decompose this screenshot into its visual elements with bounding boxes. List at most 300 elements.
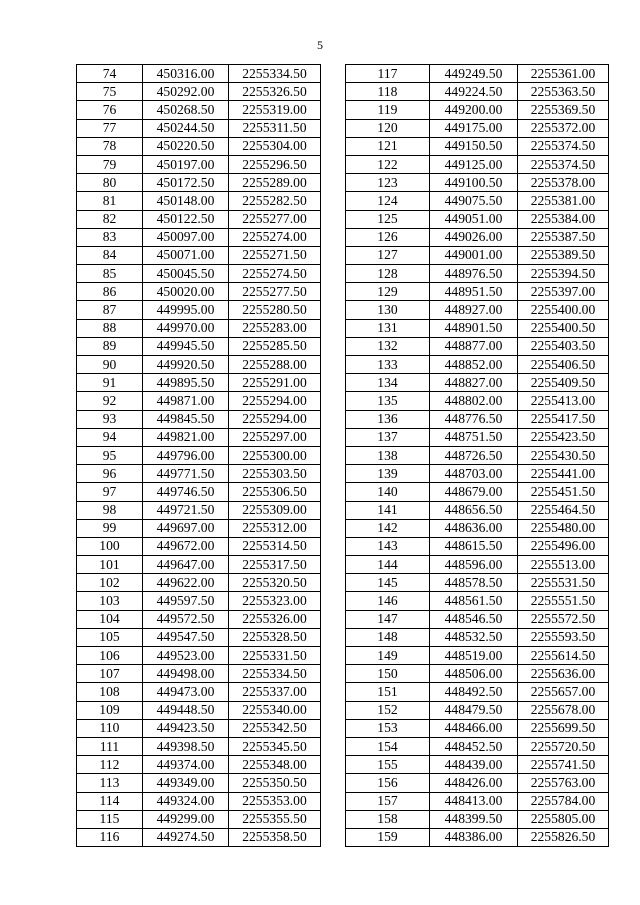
y-coordinate-cell: 2255593.50 (518, 628, 609, 646)
x-coordinate-cell: 450020.00 (143, 283, 229, 301)
table-row (77, 101, 321, 119)
y-coordinate-cell: 2255282.50 (229, 192, 321, 210)
table-row (77, 283, 321, 301)
x-coordinate-cell: 449423.50 (143, 719, 229, 737)
table-row (346, 756, 609, 774)
y-coordinate-cell: 2255291.00 (229, 374, 321, 392)
y-coordinate-cell: 2255369.50 (518, 101, 609, 119)
point-number-cell: 100 (77, 537, 143, 555)
y-coordinate-cell: 2255480.00 (518, 519, 609, 537)
x-coordinate-cell: 448492.50 (430, 683, 518, 701)
table-row (346, 774, 609, 792)
y-coordinate-cell: 2255285.50 (229, 337, 321, 355)
table-row (77, 301, 321, 319)
point-number-cell: 98 (77, 501, 143, 519)
y-coordinate-cell: 2255678.00 (518, 701, 609, 719)
point-number-cell: 95 (77, 446, 143, 464)
x-coordinate-cell: 450292.00 (143, 83, 229, 101)
x-coordinate-cell: 449672.00 (143, 537, 229, 555)
point-number-cell: 81 (77, 192, 143, 210)
point-number-cell: 129 (346, 283, 430, 301)
point-number-cell: 102 (77, 574, 143, 592)
x-coordinate-cell: 448578.50 (430, 574, 518, 592)
x-coordinate-cell: 449697.00 (143, 519, 229, 537)
y-coordinate-cell: 2255280.50 (229, 301, 321, 319)
table-row (77, 155, 321, 173)
y-coordinate-cell: 2255289.00 (229, 174, 321, 192)
point-number-cell: 124 (346, 192, 430, 210)
y-coordinate-cell: 2255303.50 (229, 465, 321, 483)
table-row (77, 446, 321, 464)
x-coordinate-cell: 448479.50 (430, 701, 518, 719)
point-number-cell: 117 (346, 65, 430, 83)
y-coordinate-cell: 2255350.50 (229, 774, 321, 792)
table-row (77, 356, 321, 374)
table-row (346, 374, 609, 392)
y-coordinate-cell: 2255337.00 (229, 683, 321, 701)
x-coordinate-cell: 450220.50 (143, 137, 229, 155)
point-number-cell: 147 (346, 610, 430, 628)
y-coordinate-cell: 2255400.00 (518, 301, 609, 319)
table-row (77, 628, 321, 646)
table-row (346, 647, 609, 665)
point-number-cell: 125 (346, 210, 430, 228)
y-coordinate-cell: 2255430.50 (518, 446, 609, 464)
point-number-cell: 159 (346, 828, 430, 846)
y-coordinate-cell: 2255348.00 (229, 756, 321, 774)
point-number-cell: 133 (346, 356, 430, 374)
table-row (346, 101, 609, 119)
y-coordinate-cell: 2255496.00 (518, 537, 609, 555)
point-number-cell: 157 (346, 792, 430, 810)
coordinates-table-left (76, 64, 321, 847)
x-coordinate-cell: 448506.00 (430, 665, 518, 683)
table-row (346, 828, 609, 846)
x-coordinate-cell: 449622.00 (143, 574, 229, 592)
point-number-cell: 158 (346, 810, 430, 828)
x-coordinate-cell: 448656.50 (430, 501, 518, 519)
y-coordinate-cell: 2255384.00 (518, 210, 609, 228)
x-coordinate-cell: 448426.00 (430, 774, 518, 792)
point-number-cell: 119 (346, 101, 430, 119)
table-row (77, 319, 321, 337)
y-coordinate-cell: 2255277.50 (229, 283, 321, 301)
y-coordinate-cell: 2255271.50 (229, 246, 321, 264)
point-number-cell: 118 (346, 83, 430, 101)
x-coordinate-cell: 450172.50 (143, 174, 229, 192)
x-coordinate-cell: 448466.00 (430, 719, 518, 737)
y-coordinate-cell: 2255353.00 (229, 792, 321, 810)
point-number-cell: 99 (77, 519, 143, 537)
point-number-cell: 106 (77, 647, 143, 665)
point-number-cell: 138 (346, 446, 430, 464)
x-coordinate-cell: 449796.00 (143, 446, 229, 464)
x-coordinate-cell: 449398.50 (143, 737, 229, 755)
y-coordinate-cell: 2255374.50 (518, 155, 609, 173)
x-coordinate-cell: 448596.00 (430, 556, 518, 574)
x-coordinate-cell: 448802.00 (430, 392, 518, 410)
y-coordinate-cell: 2255464.50 (518, 501, 609, 519)
x-coordinate-cell: 448636.00 (430, 519, 518, 537)
y-coordinate-cell: 2255387.50 (518, 228, 609, 246)
table-row (77, 265, 321, 283)
point-number-cell: 77 (77, 119, 143, 137)
table-row (346, 83, 609, 101)
y-coordinate-cell: 2255409.50 (518, 374, 609, 392)
table-row (346, 356, 609, 374)
point-number-cell: 87 (77, 301, 143, 319)
y-coordinate-cell: 2255531.50 (518, 574, 609, 592)
y-coordinate-cell: 2255294.00 (229, 410, 321, 428)
y-coordinate-cell: 2255805.00 (518, 810, 609, 828)
table-row (77, 428, 321, 446)
x-coordinate-cell: 449647.00 (143, 556, 229, 574)
x-coordinate-cell: 449995.00 (143, 301, 229, 319)
point-number-cell: 101 (77, 556, 143, 574)
y-coordinate-cell: 2255294.00 (229, 392, 321, 410)
y-coordinate-cell: 2255355.50 (229, 810, 321, 828)
table-row (77, 537, 321, 555)
x-coordinate-cell: 449324.00 (143, 792, 229, 810)
x-coordinate-cell: 448976.50 (430, 265, 518, 283)
point-number-cell: 142 (346, 519, 430, 537)
x-coordinate-cell: 449845.50 (143, 410, 229, 428)
x-coordinate-cell: 449224.50 (430, 83, 518, 101)
x-coordinate-cell: 449075.50 (430, 192, 518, 210)
y-coordinate-cell: 2255317.50 (229, 556, 321, 574)
x-coordinate-cell: 448386.00 (430, 828, 518, 846)
y-coordinate-cell: 2255326.50 (229, 83, 321, 101)
x-coordinate-cell: 449970.00 (143, 319, 229, 337)
point-number-cell: 116 (77, 828, 143, 846)
y-coordinate-cell: 2255306.50 (229, 483, 321, 501)
table-row (346, 392, 609, 410)
table-row (77, 246, 321, 264)
point-number-cell: 121 (346, 137, 430, 155)
table-row (346, 192, 609, 210)
y-coordinate-cell: 2255331.50 (229, 647, 321, 665)
point-number-cell: 120 (346, 119, 430, 137)
table-row (346, 446, 609, 464)
point-number-cell: 143 (346, 537, 430, 555)
y-coordinate-cell: 2255826.50 (518, 828, 609, 846)
y-coordinate-cell: 2255406.50 (518, 356, 609, 374)
point-number-cell: 96 (77, 465, 143, 483)
x-coordinate-cell: 449945.50 (143, 337, 229, 355)
table-row (346, 701, 609, 719)
table-row (346, 465, 609, 483)
point-number-cell: 154 (346, 737, 430, 755)
table-row (346, 410, 609, 428)
table-row (346, 810, 609, 828)
x-coordinate-cell: 450122.50 (143, 210, 229, 228)
x-coordinate-cell: 449100.50 (430, 174, 518, 192)
point-number-cell: 130 (346, 301, 430, 319)
table-row (77, 647, 321, 665)
table-row (346, 610, 609, 628)
x-coordinate-cell: 450045.50 (143, 265, 229, 283)
point-number-cell: 90 (77, 356, 143, 374)
table-row (77, 337, 321, 355)
y-coordinate-cell: 2255441.00 (518, 465, 609, 483)
point-number-cell: 136 (346, 410, 430, 428)
point-number-cell: 144 (346, 556, 430, 574)
point-number-cell: 146 (346, 592, 430, 610)
y-coordinate-cell: 2255340.00 (229, 701, 321, 719)
x-coordinate-cell: 449026.00 (430, 228, 518, 246)
point-number-cell: 89 (77, 337, 143, 355)
y-coordinate-cell: 2255363.50 (518, 83, 609, 101)
y-coordinate-cell: 2255334.50 (229, 665, 321, 683)
table-row (77, 483, 321, 501)
x-coordinate-cell: 449473.00 (143, 683, 229, 701)
point-number-cell: 91 (77, 374, 143, 392)
point-number-cell: 152 (346, 701, 430, 719)
table-row (77, 574, 321, 592)
x-coordinate-cell: 449871.00 (143, 392, 229, 410)
x-coordinate-cell: 449771.50 (143, 465, 229, 483)
point-number-cell: 94 (77, 428, 143, 446)
table-row (77, 683, 321, 701)
x-coordinate-cell: 449746.50 (143, 483, 229, 501)
x-coordinate-cell: 448852.00 (430, 356, 518, 374)
table-row (77, 737, 321, 755)
point-number-cell: 103 (77, 592, 143, 610)
y-coordinate-cell: 2255636.00 (518, 665, 609, 683)
table-row (346, 737, 609, 755)
page-number: 5 (317, 38, 323, 52)
table-row (77, 810, 321, 828)
y-coordinate-cell: 2255372.00 (518, 119, 609, 137)
x-coordinate-cell: 448927.00 (430, 301, 518, 319)
y-coordinate-cell: 2255572.50 (518, 610, 609, 628)
point-number-cell: 110 (77, 719, 143, 737)
y-coordinate-cell: 2255300.00 (229, 446, 321, 464)
x-coordinate-cell: 449299.00 (143, 810, 229, 828)
y-coordinate-cell: 2255304.00 (229, 137, 321, 155)
point-number-cell: 108 (77, 683, 143, 701)
y-coordinate-cell: 2255277.00 (229, 210, 321, 228)
table-row (77, 83, 321, 101)
table-row (346, 246, 609, 264)
y-coordinate-cell: 2255741.50 (518, 756, 609, 774)
x-coordinate-cell: 448519.00 (430, 647, 518, 665)
point-number-cell: 145 (346, 574, 430, 592)
point-number-cell: 115 (77, 810, 143, 828)
y-coordinate-cell: 2255389.50 (518, 246, 609, 264)
point-number-cell: 150 (346, 665, 430, 683)
table-row (77, 556, 321, 574)
point-number-cell: 113 (77, 774, 143, 792)
point-number-cell: 85 (77, 265, 143, 283)
point-number-cell: 140 (346, 483, 430, 501)
x-coordinate-cell: 449001.00 (430, 246, 518, 264)
table-row (346, 337, 609, 355)
point-number-cell: 79 (77, 155, 143, 173)
point-number-cell: 135 (346, 392, 430, 410)
table-row (77, 392, 321, 410)
x-coordinate-cell: 449150.50 (430, 137, 518, 155)
table-row (346, 210, 609, 228)
point-number-cell: 76 (77, 101, 143, 119)
x-coordinate-cell: 449125.00 (430, 155, 518, 173)
y-coordinate-cell: 2255274.50 (229, 265, 321, 283)
table-row (346, 501, 609, 519)
x-coordinate-cell: 449498.00 (143, 665, 229, 683)
point-number-cell: 139 (346, 465, 430, 483)
point-number-cell: 80 (77, 174, 143, 192)
x-coordinate-cell: 448726.50 (430, 446, 518, 464)
y-coordinate-cell: 2255312.00 (229, 519, 321, 537)
x-coordinate-cell: 448399.50 (430, 810, 518, 828)
table-row (346, 537, 609, 555)
point-number-cell: 86 (77, 283, 143, 301)
point-number-cell: 141 (346, 501, 430, 519)
table-row (77, 774, 321, 792)
point-number-cell: 114 (77, 792, 143, 810)
point-number-cell: 151 (346, 683, 430, 701)
table-row (346, 665, 609, 683)
y-coordinate-cell: 2255296.50 (229, 155, 321, 173)
y-coordinate-cell: 2255345.50 (229, 737, 321, 755)
point-number-cell: 123 (346, 174, 430, 192)
x-coordinate-cell: 448561.50 (430, 592, 518, 610)
y-coordinate-cell: 2255314.50 (229, 537, 321, 555)
y-coordinate-cell: 2255326.00 (229, 610, 321, 628)
x-coordinate-cell: 450268.50 (143, 101, 229, 119)
y-coordinate-cell: 2255699.50 (518, 719, 609, 737)
y-coordinate-cell: 2255657.00 (518, 683, 609, 701)
point-number-cell: 92 (77, 392, 143, 410)
y-coordinate-cell: 2255551.50 (518, 592, 609, 610)
table-row (77, 65, 321, 83)
point-number-cell: 153 (346, 719, 430, 737)
table-row (77, 756, 321, 774)
y-coordinate-cell: 2255378.00 (518, 174, 609, 192)
table-row (77, 792, 321, 810)
point-number-cell: 137 (346, 428, 430, 446)
y-coordinate-cell: 2255451.50 (518, 483, 609, 501)
y-coordinate-cell: 2255358.50 (229, 828, 321, 846)
x-coordinate-cell: 449721.50 (143, 501, 229, 519)
table-row (346, 301, 609, 319)
table-row (346, 483, 609, 501)
table-row (346, 137, 609, 155)
point-number-cell: 128 (346, 265, 430, 283)
point-number-cell: 74 (77, 65, 143, 83)
table-row (346, 519, 609, 537)
point-number-cell: 104 (77, 610, 143, 628)
x-coordinate-cell: 449523.00 (143, 647, 229, 665)
table-row (346, 65, 609, 83)
table-row (77, 192, 321, 210)
y-coordinate-cell: 2255334.50 (229, 65, 321, 83)
table-row (77, 119, 321, 137)
x-coordinate-cell: 449374.00 (143, 756, 229, 774)
x-coordinate-cell: 449448.50 (143, 701, 229, 719)
table-row (77, 374, 321, 392)
y-coordinate-cell: 2255763.00 (518, 774, 609, 792)
table-row (77, 828, 321, 846)
x-coordinate-cell: 448776.50 (430, 410, 518, 428)
table-row (77, 501, 321, 519)
table-row (346, 556, 609, 574)
table-row (346, 319, 609, 337)
table-row (346, 628, 609, 646)
x-coordinate-cell: 448413.00 (430, 792, 518, 810)
x-coordinate-cell: 448877.00 (430, 337, 518, 355)
table-row (77, 610, 321, 628)
x-coordinate-cell: 448439.00 (430, 756, 518, 774)
y-coordinate-cell: 2255614.50 (518, 647, 609, 665)
y-coordinate-cell: 2255328.50 (229, 628, 321, 646)
table-row (346, 428, 609, 446)
table-row (77, 665, 321, 683)
x-coordinate-cell: 448703.00 (430, 465, 518, 483)
y-coordinate-cell: 2255403.50 (518, 337, 609, 355)
table-row (77, 701, 321, 719)
x-coordinate-cell: 449572.50 (143, 610, 229, 628)
x-coordinate-cell: 449895.50 (143, 374, 229, 392)
x-coordinate-cell: 449249.50 (430, 65, 518, 83)
x-coordinate-cell: 448901.50 (430, 319, 518, 337)
table-row (346, 683, 609, 701)
table-row (77, 465, 321, 483)
y-coordinate-cell: 2255413.00 (518, 392, 609, 410)
point-number-cell: 82 (77, 210, 143, 228)
point-number-cell: 78 (77, 137, 143, 155)
x-coordinate-cell: 449821.00 (143, 428, 229, 446)
x-coordinate-cell: 450148.00 (143, 192, 229, 210)
table-row (77, 719, 321, 737)
x-coordinate-cell: 450316.00 (143, 65, 229, 83)
y-coordinate-cell: 2255417.50 (518, 410, 609, 428)
table-row (346, 792, 609, 810)
y-coordinate-cell: 2255274.00 (229, 228, 321, 246)
x-coordinate-cell: 450197.00 (143, 155, 229, 173)
point-number-cell: 122 (346, 155, 430, 173)
point-number-cell: 88 (77, 319, 143, 337)
point-number-cell: 127 (346, 246, 430, 264)
point-number-cell: 132 (346, 337, 430, 355)
x-coordinate-cell: 449274.50 (143, 828, 229, 846)
table-row (346, 174, 609, 192)
x-coordinate-cell: 448751.50 (430, 428, 518, 446)
y-coordinate-cell: 2255381.00 (518, 192, 609, 210)
point-number-cell: 111 (77, 737, 143, 755)
table-row (77, 137, 321, 155)
y-coordinate-cell: 2255309.00 (229, 501, 321, 519)
x-coordinate-cell: 449175.00 (430, 119, 518, 137)
x-coordinate-cell: 450097.00 (143, 228, 229, 246)
table-row (346, 119, 609, 137)
point-number-cell: 131 (346, 319, 430, 337)
y-coordinate-cell: 2255784.00 (518, 792, 609, 810)
table-row (346, 228, 609, 246)
y-coordinate-cell: 2255283.00 (229, 319, 321, 337)
x-coordinate-cell: 448951.50 (430, 283, 518, 301)
table-row (77, 592, 321, 610)
table-row (346, 283, 609, 301)
point-number-cell: 107 (77, 665, 143, 683)
x-coordinate-cell: 449051.00 (430, 210, 518, 228)
point-number-cell: 105 (77, 628, 143, 646)
table-row (346, 719, 609, 737)
y-coordinate-cell: 2255323.00 (229, 592, 321, 610)
y-coordinate-cell: 2255320.50 (229, 574, 321, 592)
point-number-cell: 134 (346, 374, 430, 392)
x-coordinate-cell: 448452.50 (430, 737, 518, 755)
